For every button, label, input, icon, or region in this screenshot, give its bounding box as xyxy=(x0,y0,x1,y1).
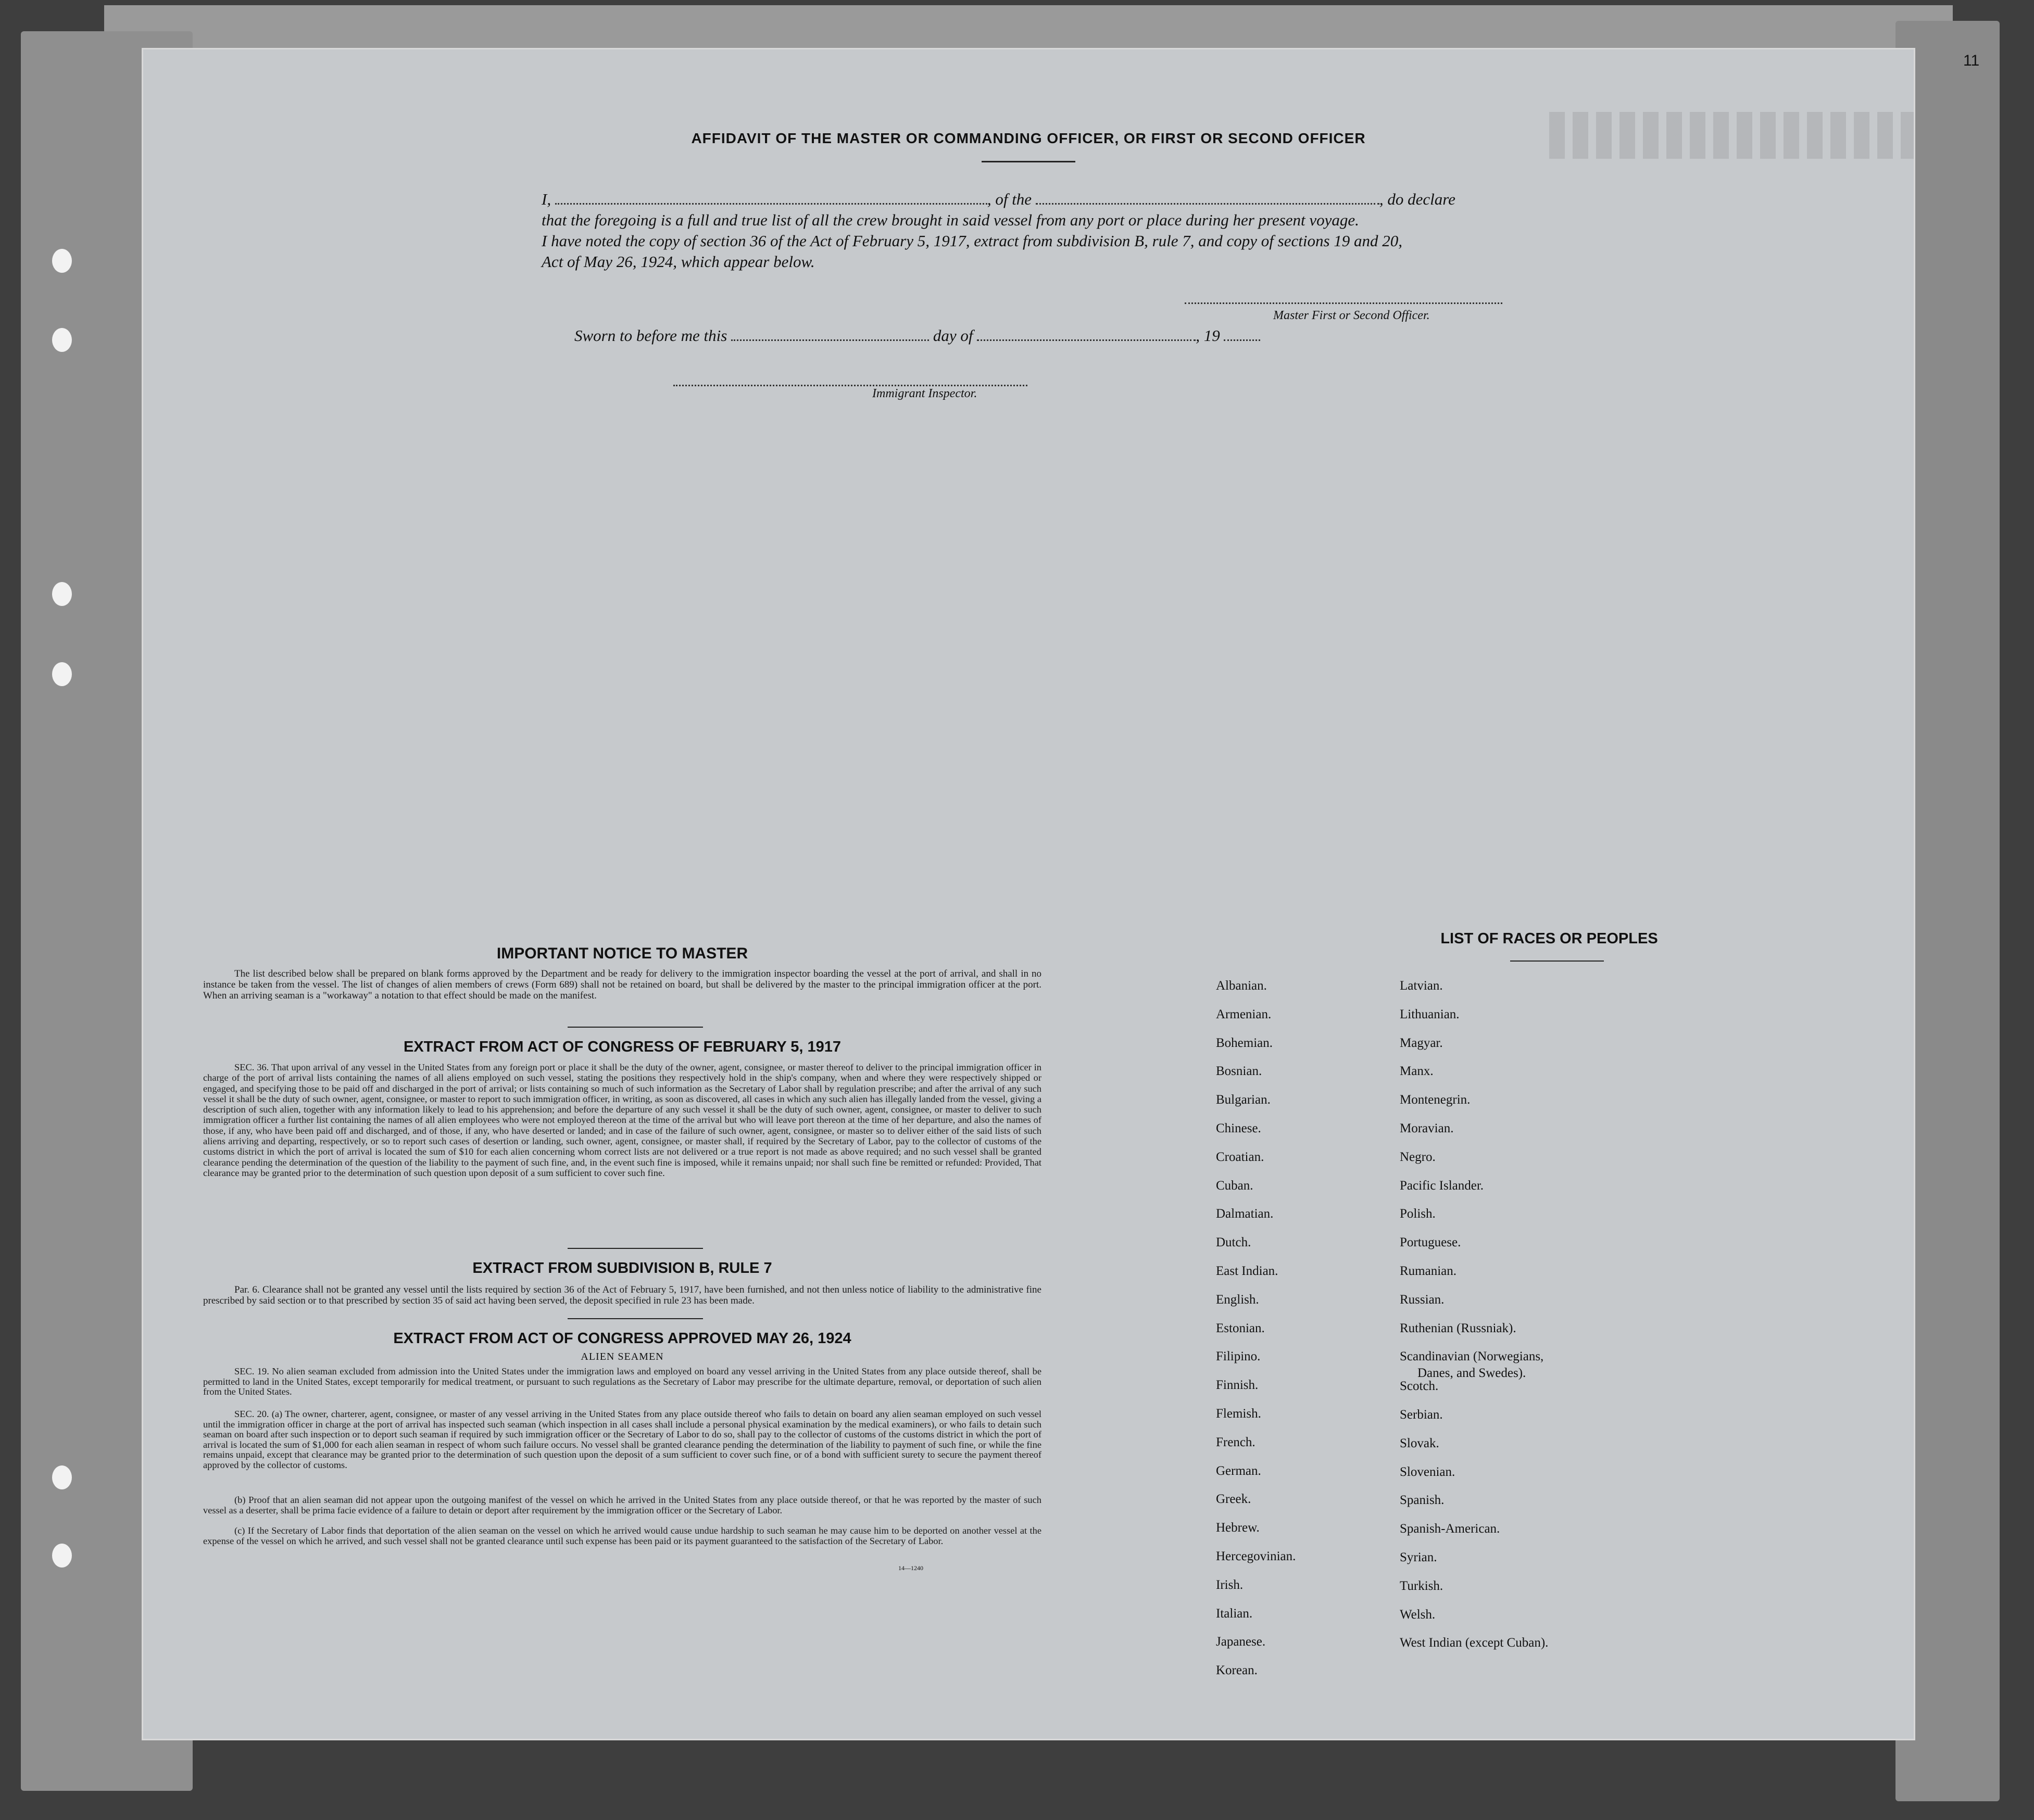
race-item: Latvian. xyxy=(1400,979,1443,993)
inspector-caption: Immigrant Inspector. xyxy=(872,387,977,400)
race-item: Albanian. xyxy=(1216,979,1267,993)
sworn-year-blank[interactable] xyxy=(1224,327,1260,341)
race-item: Italian. xyxy=(1216,1606,1253,1621)
sworn-year: , 19 xyxy=(1196,326,1220,345)
declaration-of-the: , of the xyxy=(987,190,1032,208)
declaration-line-4: Act of May 26, 1924, which appear below. xyxy=(542,252,815,271)
race-item: Finnish. xyxy=(1216,1378,1259,1393)
race-item: East Indian. xyxy=(1216,1264,1278,1278)
extract-1917-text: SEC. 36. That upon arrival of any vessel in the United States from any foreign port or place it shall be the duty of the owner, agent, consignee, or master thereof to deliver to the principal immigration officer in charge of the port of arrival lists containing the names of all aliens employed on such vessel, stating the positions they respectively hold in the ship's company, when and where they were respectively shipped or engaged, and specifying those to be paid off and discharged in the port of arrival; or lists containing so much of such information as the Secretary of Labor shall by regulation prescribe; and after the arrival of any such vessel it shall be the duty of such owner, agent, consignee, or master to report to such immigration officer, in writing, as soon as discovered, all cases in which any such alien has illegally landed from the vessel, giving a description of such alien, together with any information likely to lead to his apprehension; and before the departure of any such vessel it shall be the duty of such owner, agent, consignee, or master to deliver to such immigration officer a further list containing the names of all alien employees who were not employed thereon at the time of the arrival but who will leave port thereon at the time of her departure, and also the names of those, if any, who have been paid off and discharged, and of those, if any, who have deserted or landed; and in case of the failure of such owner, agent, consignee, or master so to deliver either of the said lists of such aliens arriving and departing, respectively, or so to report such cases of desertion or landing, such owner, agent, consignee, or master shall, if required by the Secretary of Labor, pay to the collector of customs of the customs district in which the port of arrival is located the sum of $10 for each alien concerning whom correct lists are not delivered or a true report is not made as above required; and no such vessel shall be granted clearance pending the determination of the question of the liability to the payment of such fine, and, in the event such fine is imposed, while it remains unpaid; nor shall such fine be remitted or refunded: Provided, That clearance may be granted prior to the determination of such question upon deposit of a sum sufficient to cover such fine. xyxy=(203,1062,1041,1178)
race-item: German. xyxy=(1216,1463,1261,1478)
sec-20a-text: SEC. 20. (a) The owner, charterer, agent, consignee, or master of any vessel arriving in the United States from any place outside thereof who fails to detain on board any alien seaman employed on such vessel until the immigration officer in charge at the port of arrival has inspected such seaman (which inspection in all cases shall include a personal physical examination by the medical examiners), or who fails to detain such seaman on board after such inspection or to deport such seaman if required by such immigration officer or the Secretary of Labor to do so, shall pay to the collector of customs of the customs district in which the port of arrival is located the sum of $1,000 for each alien seaman in respect of whom such failure occurs. No vessel shall be granted clearance pending the determination of the liability to payment of such fine, or while the fine remains unpaid, except that clearance may be granted prior to the determination of such question upon the deposit of a sum sufficient to cover such fine, or of a bond with sufficient surety to secure the payment thereof approved by the collector of customs. xyxy=(203,1409,1041,1470)
race-item: Flemish. xyxy=(1216,1407,1261,1421)
declaration-line-1 xyxy=(542,189,1521,210)
race-item: Bosnian. xyxy=(1216,1064,1262,1079)
race-item: Spanish-American. xyxy=(1400,1522,1500,1536)
race-item: Dutch. xyxy=(1216,1235,1251,1250)
subdivision-b-rule xyxy=(568,1318,703,1319)
race-item: Bohemian. xyxy=(1216,1035,1273,1050)
binder-hole-icon xyxy=(52,662,72,686)
binder-hole-icon xyxy=(52,249,72,273)
extract-1924-title: EXTRACT FROM ACT OF CONGRESS APPROVED MAY 26, 1924 xyxy=(393,1330,851,1347)
race-item: Hercegovinian. xyxy=(1216,1549,1296,1563)
declaration-line-3: I have noted the copy of section 36 of the Act of February 5, 1917, extract from subdivision B, rule 7, and copy of sections 19 and 20, xyxy=(542,232,1403,250)
race-item: Turkish. xyxy=(1400,1578,1443,1593)
race-item: Serbian. xyxy=(1400,1408,1443,1422)
binder-hole-icon xyxy=(52,1544,72,1568)
race-item: Filipino. xyxy=(1216,1349,1261,1364)
race-item: Rumanian. xyxy=(1400,1264,1457,1278)
race-item: Moravian. xyxy=(1400,1121,1454,1135)
binder-hole-icon xyxy=(52,328,72,352)
race-item: Russian. xyxy=(1400,1292,1445,1307)
name-blank[interactable] xyxy=(555,191,987,205)
race-item: Slovak. xyxy=(1400,1436,1439,1450)
race-item: Ruthenian (Russniak). xyxy=(1400,1321,1516,1335)
race-item: Chinese. xyxy=(1216,1121,1261,1135)
race-item: Bulgarian. xyxy=(1216,1093,1271,1107)
form-number: 14—1240 xyxy=(898,1564,923,1572)
inspector-signature-blank[interactable] xyxy=(673,372,1027,386)
binder-hole-icon xyxy=(52,582,72,606)
title-rule xyxy=(982,161,1075,162)
notice-rule xyxy=(568,1027,703,1028)
sec-20b-text: (b) Proof that an alien seaman did not appear upon the outgoing manifest of the vessel on which he arrived in the United States from any place outside thereof, or that he was reported by the master of such vessel as a deserter, shall be prima facie evidence of a failure to detain or deport after requirement by the immigration officer or the Secretary of Labor. xyxy=(203,1495,1041,1515)
race-item: Scandinavian (Norwegians, xyxy=(1400,1349,1544,1364)
race-item: Japanese. xyxy=(1216,1635,1266,1649)
notice-title: IMPORTANT NOTICE TO MASTER xyxy=(496,945,748,962)
race-item: Scotch. xyxy=(1400,1379,1439,1394)
race-item: Armenian. xyxy=(1216,1007,1272,1021)
race-item: Hebrew. xyxy=(1216,1521,1260,1535)
races-title: LIST OF RACES OR PEOPLES xyxy=(1440,930,1658,947)
extract-1917-title: EXTRACT FROM ACT OF CONGRESS OF FEBRUARY 5, 1917 xyxy=(403,1039,842,1055)
extract-1917-rule xyxy=(568,1248,703,1249)
sworn-month-blank[interactable] xyxy=(977,327,1196,341)
race-item: Spanish. xyxy=(1400,1493,1445,1508)
sec-19-text: SEC. 19. No alien seaman excluded from admission into the United States under the immigration laws and employed on board any vessel arriving in the United States from any place outside thereof, shall be permitted to land in the United States, except temporarily for medical treatment, or pursuant to such regulations as the Secretary of Labor may prescribe for the ultimate departure, removal, or deportation of such alien from the United States. xyxy=(203,1366,1041,1397)
declaration-line-2: that the foregoing is a full and true list of all the crew brought in said vessel from any port or place during her present voyage. xyxy=(542,211,1359,229)
races-rule xyxy=(1510,960,1604,962)
race-item: Greek. xyxy=(1216,1492,1251,1507)
race-item: Dalmatian. xyxy=(1216,1207,1274,1221)
sworn-day-blank[interactable] xyxy=(731,327,929,341)
master-caption: Master First or Second Officer. xyxy=(1273,309,1430,322)
race-item: Welsh. xyxy=(1400,1607,1436,1622)
sworn-prefix: Sworn to before me this xyxy=(574,326,727,345)
sworn-line xyxy=(574,325,1470,346)
sec-20c-text: (c) If the Secretary of Labor finds that deportation of the alien seaman on the vessel on which he arrived would cause undue hardship to such seaman he may cause him to be deported on another vessel at the expense of the vessel on which he arrived, and such vessel shall not be granted clearance until such expense has been paid or its payment guaranteed to the satisfaction of the Secretary of Labor. xyxy=(203,1525,1041,1546)
race-item: Montenegrin. xyxy=(1400,1093,1471,1107)
sworn-day-of: day of xyxy=(933,326,973,345)
vessel-blank[interactable] xyxy=(1036,191,1379,205)
race-item: Croatian. xyxy=(1216,1149,1264,1164)
race-item: Negro. xyxy=(1400,1149,1436,1164)
corner-page-mark: 11 xyxy=(1963,52,1980,69)
race-item: Portuguese. xyxy=(1400,1235,1461,1250)
race-item: Lithuanian. xyxy=(1400,1007,1460,1021)
race-item: West Indian (except Cuban). xyxy=(1400,1636,1549,1650)
race-item: Magyar. xyxy=(1400,1035,1443,1050)
race-item: Korean. xyxy=(1216,1663,1258,1678)
race-item: Danes, and Swedes). xyxy=(1417,1366,1526,1381)
declaration-declare: , do declare xyxy=(1379,190,1455,208)
binder-hole-icon xyxy=(52,1465,72,1489)
race-item: Cuban. xyxy=(1216,1178,1253,1193)
race-item: Irish. xyxy=(1216,1577,1244,1592)
race-item: Slovenian. xyxy=(1400,1464,1455,1479)
master-signature-blank[interactable] xyxy=(1185,290,1502,304)
race-item: Manx. xyxy=(1400,1064,1434,1079)
notice-text: The list described below shall be prepared on blank forms approved by the Department and be ready for delivery to the immigration inspector boarding the vessel at the port of arrival, and shall in no instance be taken from the vessel. The list of changes of alien members of crews (Form 689) shall not be retained on board, but shall be delivered by the master to the principal immigration officer at the port. When an arriving seaman is a "workaway" a notation to that effect should be made on the manifest. xyxy=(203,968,1041,1001)
race-item: Estonian. xyxy=(1216,1321,1265,1335)
race-item: English. xyxy=(1216,1292,1259,1307)
race-item: Polish. xyxy=(1400,1207,1436,1221)
subdivision-b-text: Par. 6. Clearance shall not be granted any vessel until the lists required by section 36 of the Act of February 5, 1917, have been furnished, and not then unless notice of liability to the administrative fine prescribed by said section or to that prescribed by section 35 of said act having been served, the deposit specified in rule 23 has been made. xyxy=(203,1284,1041,1306)
document-page xyxy=(143,49,1914,1739)
race-item: French. xyxy=(1216,1435,1255,1449)
race-item: Syrian. xyxy=(1400,1550,1437,1564)
subdivision-b-title: EXTRACT FROM SUBDIVISION B, RULE 7 xyxy=(472,1260,772,1276)
alien-seamen-subtitle: ALIEN SEAMEN xyxy=(581,1351,664,1362)
race-item: Pacific Islander. xyxy=(1400,1178,1484,1193)
declaration-i: I, xyxy=(542,190,551,208)
affidavit-title: AFFIDAVIT OF THE MASTER OR COMMANDING OFFICER, OR FIRST OR SECOND OFFICER xyxy=(691,130,1366,146)
